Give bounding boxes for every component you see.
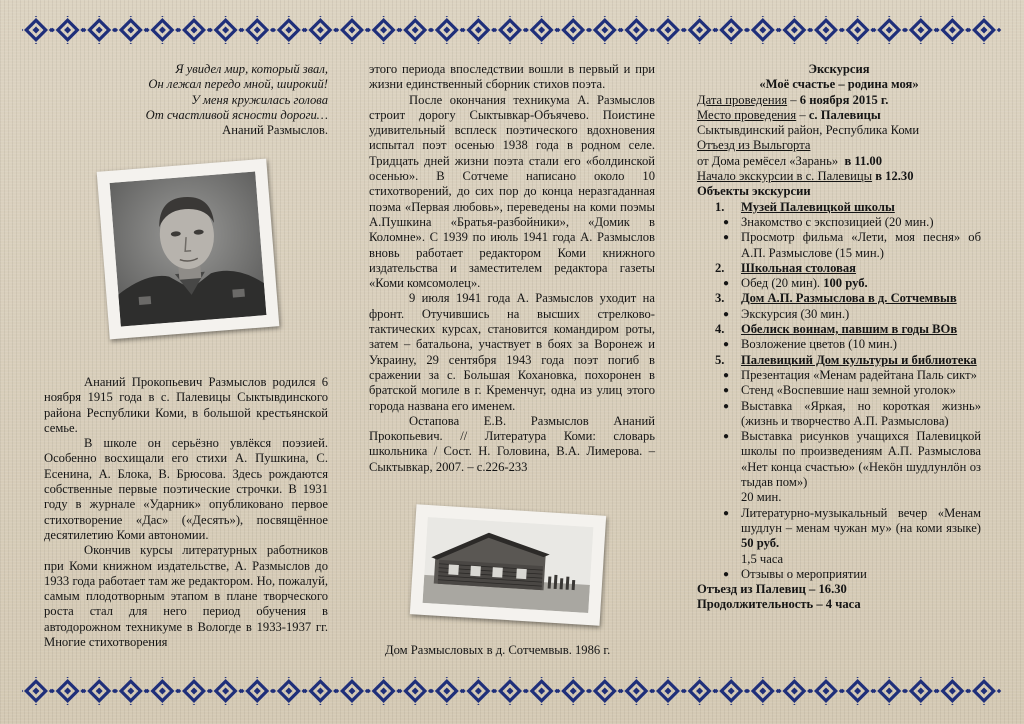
district: Сыктывдинский район, Республика Коми bbox=[697, 123, 920, 138]
object-number: 1. bbox=[715, 199, 725, 214]
object-item bbox=[697, 353, 981, 368]
ornament-motif bbox=[777, 16, 812, 44]
ornament-motif bbox=[556, 16, 591, 44]
ornament-motif bbox=[524, 677, 559, 705]
ornament-motif bbox=[240, 16, 275, 44]
bio-paragraph: Ананий Прокопьевич Размыслов родился 6 ноября 1915 года в с. Палевицы Сыктывдинского района Республики Коми, в большой крестьянской семье. bbox=[44, 375, 328, 435]
object-title: Палевицкий Дом культуры и библиотека bbox=[741, 352, 977, 367]
ornament-motif bbox=[714, 16, 749, 44]
activity-item: ● Выставка рисунков учащихся Палевицкой школы по произведениям А.П. Размыслова «Нет конца счастью» («Некӧн шудлунлӧн оз тыдав пом») bbox=[723, 429, 981, 490]
bibliography-reference: Остапова Е.В. Размыслов Ананий Прокопьевич. // Литература Коми: словарь школьника / Сост. Н. Головина, В.А. Лимерова. – Сыктывкар, 2007. – с.226-233 bbox=[369, 413, 655, 474]
excursion-panel bbox=[697, 62, 981, 613]
ornament-motif bbox=[50, 16, 85, 44]
object-title: Школьная столовая bbox=[741, 260, 856, 275]
ornament-motif bbox=[272, 677, 307, 705]
activity-item: ● Знакомство с экспозицией (20 мин.) bbox=[723, 214, 934, 229]
ornament-motif bbox=[967, 677, 1002, 705]
bullet-icon: ● bbox=[723, 385, 730, 397]
objects-label: Объекты экскурсии bbox=[697, 184, 811, 199]
ornament-motif bbox=[177, 677, 212, 705]
ornament-motif bbox=[208, 677, 243, 705]
ornament-motif bbox=[22, 16, 53, 44]
place-label: Место проведения bbox=[697, 107, 797, 122]
ornament-motif bbox=[461, 677, 496, 705]
bullet-icon: ● bbox=[723, 216, 730, 228]
middle-column bbox=[369, 62, 655, 475]
middle-paragraph: 9 июля 1941 года А. Размыслов уходит на фронт. Отучившись на высших стрелково-тактических курсах, становится командиром роты, затем – батальона, участвует в боях за Воронеж и Украину, 29 сентября 1943 года поэт погиб в сражении за с. Большая Кохановка, похоронен в братской могиле в г. Кременчуг, одна из улиц этого города названа его именем. bbox=[369, 291, 655, 413]
ornament-motif bbox=[682, 16, 717, 44]
ornament-motif bbox=[651, 16, 686, 44]
excursion-heading: Экскурсия bbox=[808, 62, 870, 76]
ornament-motif bbox=[82, 16, 117, 44]
ornament-motif bbox=[904, 16, 939, 44]
ornament-motif bbox=[872, 16, 907, 44]
ornament-motif bbox=[967, 16, 1002, 44]
ornament-motif bbox=[809, 16, 844, 44]
ornament-motif bbox=[114, 16, 149, 44]
ornament-motif bbox=[493, 16, 528, 44]
date-row bbox=[697, 93, 981, 108]
object-item bbox=[697, 200, 981, 215]
ornament-motif bbox=[366, 16, 401, 44]
excursion-title: «Моё счастье – родина моя» bbox=[759, 77, 919, 92]
epigraph-line: У меня кружилась голова bbox=[191, 92, 328, 107]
bullet-icon: ● bbox=[723, 400, 730, 412]
house-photo-caption: Дом Размысловых в д. Сотчемвыв. 1986 г. bbox=[385, 643, 611, 657]
ornament-motif bbox=[114, 677, 149, 705]
date-label: Дата проведения bbox=[697, 92, 788, 107]
bullet-icon: ● bbox=[723, 369, 730, 381]
epigraph bbox=[100, 62, 328, 138]
object-title: Музей Палевицкой школы bbox=[741, 199, 895, 214]
bullet-icon: ● bbox=[723, 431, 730, 443]
epigraph-author: Ананий Размыслов. bbox=[222, 123, 328, 138]
activity-duration: 1,5 часа bbox=[741, 551, 784, 566]
ornament-motif bbox=[335, 16, 370, 44]
date-value: 6 ноября 2015 г. bbox=[799, 92, 889, 107]
place-row bbox=[697, 108, 981, 123]
activity-duration: 20 мин. bbox=[741, 490, 782, 505]
ornament-motif bbox=[651, 677, 686, 705]
price: 50 руб. bbox=[741, 536, 780, 551]
ornament-motif bbox=[682, 677, 717, 705]
date-separator: – bbox=[787, 92, 800, 107]
ornament-motif bbox=[430, 677, 465, 705]
bio-paragraph: Окончив курсы литературных работников при Коми книжном издательстве, А. Размыслов до 1933 года работает там же редактором. Но, пожалуй, самым плодотворным этапом в плане творческого роста стал для него период обучения в автодорожном техникуме в Вологде в 1933-1937 гг. Многие стихотворения bbox=[44, 543, 328, 650]
ornament-motif bbox=[619, 16, 654, 44]
ornament-motif bbox=[366, 677, 401, 705]
bullet-icon: ● bbox=[723, 232, 730, 244]
activity-item: ● Экскурсия (30 мин.) bbox=[723, 306, 850, 321]
place-separator: – bbox=[796, 107, 809, 122]
bullet-icon: ● bbox=[723, 278, 730, 290]
start-row bbox=[697, 169, 981, 184]
total-duration: Продолжительность – 4 часа bbox=[697, 597, 861, 612]
ornament-motif bbox=[619, 677, 654, 705]
ornament-motif bbox=[524, 16, 559, 44]
object-number: 4. bbox=[715, 322, 725, 337]
ornament-motif bbox=[430, 16, 465, 44]
epigraph-line: От счастливой ясности дороги… bbox=[145, 107, 328, 122]
ornament-motif bbox=[777, 677, 812, 705]
departure-time: в 11.00 bbox=[844, 153, 883, 168]
place-value: с. Палевицы bbox=[808, 107, 881, 122]
activity-item: ● Отзывы о мероприятии bbox=[723, 566, 867, 581]
ornament-motif bbox=[588, 677, 623, 705]
object-title: Обелиск воинам, павшим в годы ВОв bbox=[741, 322, 958, 337]
ornament-motif bbox=[272, 16, 307, 44]
ornament-motif bbox=[493, 677, 528, 705]
ornament-motif bbox=[335, 677, 370, 705]
bottom-ornament-border bbox=[22, 677, 1002, 705]
activity-item: ● Возложение цветов (10 мин.) bbox=[723, 337, 897, 352]
activity-item: ● Стенд «Воспевшие наш земной уголок» bbox=[723, 383, 956, 398]
bullet-icon: ● bbox=[723, 507, 730, 519]
activity-item: ● Литературно-музыкальный вечер «Менам шудлун – менам чужан му» (на коми языке) 50 руб. bbox=[723, 505, 981, 551]
ornament-motif bbox=[145, 677, 180, 705]
start-time: в 12.30 bbox=[875, 169, 914, 184]
ornament-motif bbox=[935, 677, 970, 705]
activity-item: ● Просмотр фильма «Лети, моя песня» об А.П. Размыслове (15 мин.) bbox=[723, 230, 981, 260]
object-item bbox=[697, 322, 981, 337]
bio-paragraph: В школе он серьёзно увлёкся поэзией. Особенно восхищали его стихи А. Пушкина, С. Есенина, А. Блока, В. Брюсова. Здесь рождаются собственные первые поэтические строчки. В 1931 году в журнале «Ударник» опубликовано первое стихотворение «Дас» («Десять»), посвящённое десятилетию Коми автономии. bbox=[44, 436, 328, 542]
ornament-motif bbox=[303, 16, 338, 44]
object-number: 2. bbox=[715, 260, 725, 275]
ornament-motif bbox=[840, 16, 875, 44]
object-title: Дом А.П. Размыслова в д. Сотчемвыв bbox=[741, 291, 957, 306]
ornament-motif bbox=[461, 16, 496, 44]
departure-from: от Дома ремёсел «Зарань» bbox=[697, 153, 839, 168]
return-time: Отъезд из Палевиц – 16.30 bbox=[697, 582, 847, 597]
ornament-motif bbox=[840, 677, 875, 705]
bullet-icon: ● bbox=[723, 568, 730, 580]
ornament-motif bbox=[208, 16, 243, 44]
epigraph-line: Я увидел мир, который звал, bbox=[175, 62, 328, 76]
ornament-motif bbox=[145, 16, 180, 44]
ornament-motif bbox=[872, 677, 907, 705]
price: 100 руб. bbox=[823, 276, 868, 291]
ornament-motif bbox=[240, 677, 275, 705]
ornament-motif bbox=[398, 677, 433, 705]
activity-item: ● Обед (20 мин). 100 руб. bbox=[723, 276, 868, 291]
ornament-motif bbox=[556, 677, 591, 705]
bullet-icon: ● bbox=[723, 339, 730, 351]
ornament-motif bbox=[82, 677, 117, 705]
ornament-motif bbox=[22, 677, 53, 705]
ornament-motif bbox=[50, 677, 85, 705]
start-label: Начало экскурсии в с. Палевицы bbox=[697, 169, 873, 184]
ornament-motif bbox=[809, 677, 844, 705]
object-number: 5. bbox=[715, 352, 725, 367]
ornament-motif bbox=[746, 16, 781, 44]
biography bbox=[44, 375, 328, 650]
top-ornament-border bbox=[22, 16, 1002, 44]
middle-paragraph: После окончания техникума А. Размыслов строит дорогу Сыктывкар-Объячево. Поистине удивительный всплеск поэтического вдохновения испытал поэт осенью 1938 года в родном селе. Тридцать дней жизни поэта стали его «болдинской осенью». В Сотчеме написано около 10 стихотворений, до сих пор до конца неразгаданная поэма «Первая любовь», переведены на коми поэмы А.Пушкина «Братья-разбойники», «Домик в Коломне». С 1939 по июль 1941 года А. Размыслов вновь работает редактором Коми книжного издательства и заместителем редактора газеты «Коми комсомолец». bbox=[369, 92, 655, 291]
bullet-icon: ● bbox=[723, 308, 730, 320]
portrait-photo bbox=[97, 159, 280, 340]
object-item bbox=[697, 291, 981, 306]
ornament-motif bbox=[904, 677, 939, 705]
ornament-motif bbox=[714, 677, 749, 705]
ornament-motif bbox=[935, 16, 970, 44]
ornament-motif bbox=[746, 677, 781, 705]
object-number: 3. bbox=[715, 291, 725, 306]
middle-paragraph: этого периода впоследствии вошли в первый и при жизни единственный сборник стихов поэта. bbox=[369, 62, 655, 92]
departure-label: Отъезд из Выльгорта bbox=[697, 138, 811, 153]
activity-item: ● Презентация «Менам радейтана Паль сикт» bbox=[723, 367, 977, 382]
ornament-motif bbox=[588, 16, 623, 44]
epigraph-line: Он лежал передо мной, широкий! bbox=[148, 77, 328, 92]
ornament-motif bbox=[303, 677, 338, 705]
departure-row bbox=[697, 154, 981, 169]
ornament-motif bbox=[177, 16, 212, 44]
object-item bbox=[697, 261, 981, 276]
activity-item: ● Выставка «Яркая, но короткая жизнь» (жизнь и творчество А.П. Размыслова) bbox=[723, 398, 981, 428]
ornament-motif bbox=[398, 16, 433, 44]
house-photo bbox=[410, 504, 606, 625]
